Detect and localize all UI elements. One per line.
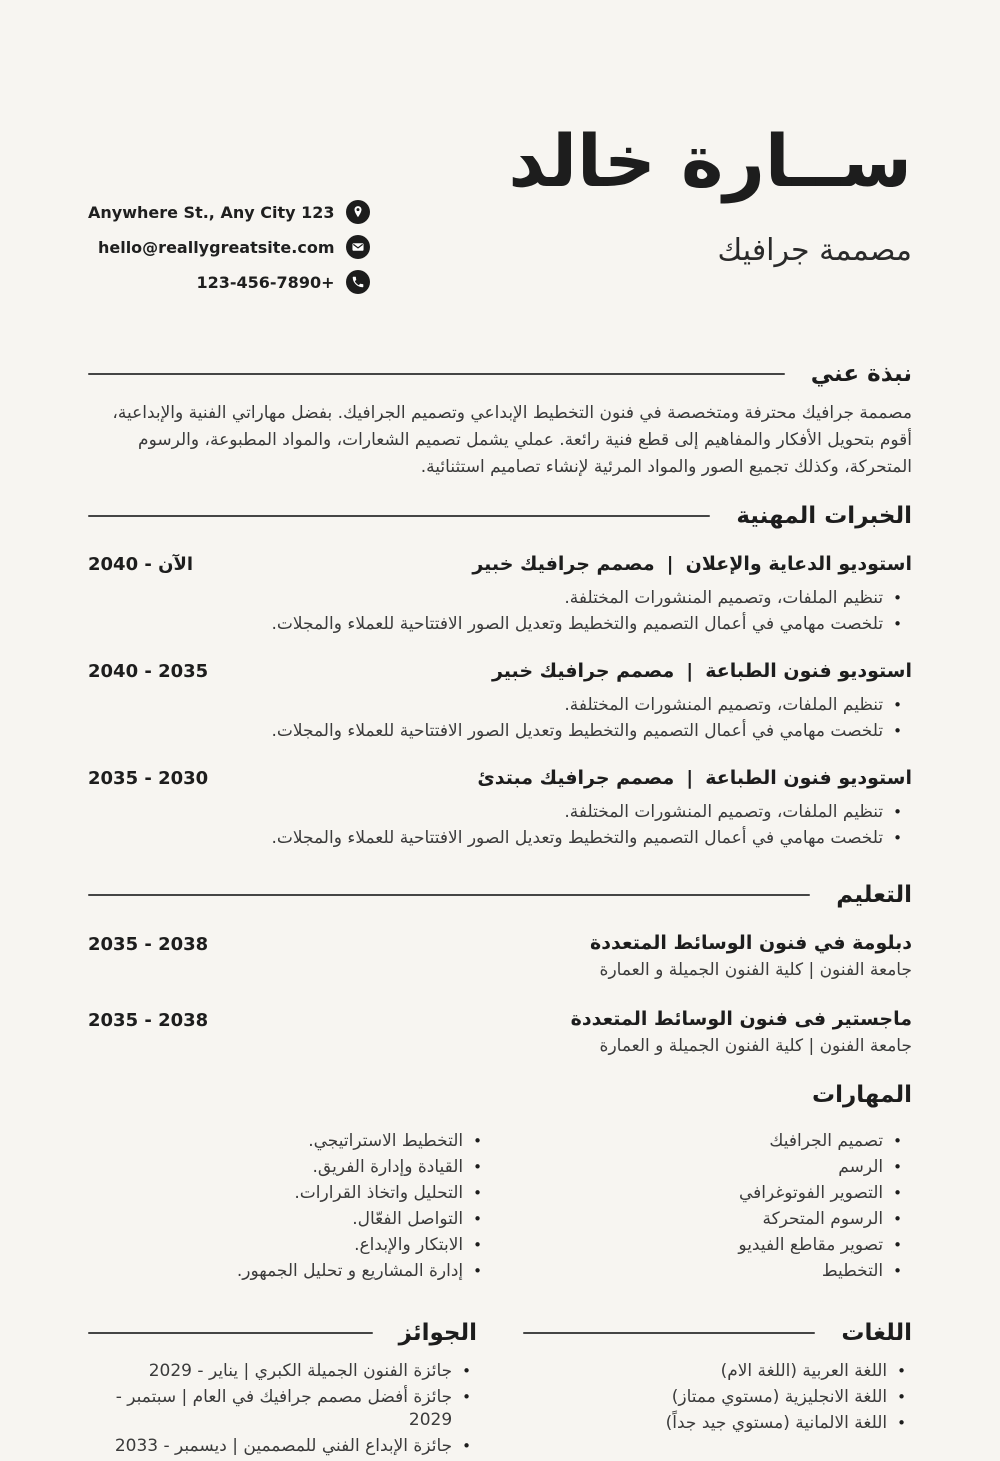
skill-item (88, 1130, 482, 1153)
job-title-line (492, 660, 912, 682)
job-entry (88, 767, 912, 850)
skills-column-primary (508, 1130, 912, 1286)
language-item (523, 1386, 906, 1409)
education-section (88, 882, 912, 1056)
skill-item (508, 1182, 902, 1205)
job-bullets (88, 587, 912, 636)
skills-heading: المهارات (812, 1082, 912, 1108)
skill-item (508, 1130, 902, 1153)
divider-line (523, 1332, 815, 1334)
contact-address-row (88, 200, 370, 224)
bottom-row (88, 1320, 912, 1461)
job-separator: | (666, 553, 674, 575)
education-period: 2035 - 2038 (88, 934, 209, 955)
divider-line (88, 373, 785, 375)
person-name: ســارة خالد (508, 119, 912, 203)
job-role: مصمم جرافيك خبير (491, 660, 675, 682)
skill-text: • التحليل واتخاذ القرارات. (294, 1183, 464, 1203)
job-header (88, 553, 912, 575)
skills-heading-row (88, 1082, 912, 1108)
bullet-item (88, 694, 902, 717)
bullet-text: • تلخصت مهامي في أعمال التصميم والتخطيط وتعديل الصور الافتتاحية للعملاء والمجلات. (271, 828, 884, 848)
education-main (571, 1008, 912, 1056)
skill-item (88, 1156, 482, 1179)
job-company: استوديو فنون الطباعة (705, 660, 912, 682)
language-text: • اللغة الانجليزية (مستوي ممتاز) (671, 1387, 888, 1407)
skill-text: • التواصل الفعّال. (352, 1209, 464, 1229)
job-period: 2040 - 2035 (88, 661, 209, 682)
awards-list (88, 1360, 477, 1458)
job-entry (88, 553, 912, 636)
job-separator: | (686, 767, 694, 789)
award-item (88, 1360, 471, 1383)
bullet-item (88, 587, 902, 610)
award-text: • جائزة الفنون الجميلة الكبري | يناير - 2029 (148, 1361, 453, 1381)
awards-heading-row (88, 1320, 477, 1346)
degree-title: دبلومة في فنون الوسائط المتعددة (590, 932, 912, 954)
divider-line (88, 894, 810, 896)
skill-text: • التخطيط الاستراتيجي. (308, 1131, 464, 1151)
name-block (508, 120, 912, 268)
award-text: • جائزة الإبداع الفني للمصممين | ديسمبر - 2033 (114, 1436, 453, 1456)
school-name: جامعة الفنون | كلية الفنون الجميلة و العمارة (599, 960, 912, 980)
skill-text: • التصوير الفوتوغرافي (738, 1183, 884, 1203)
job-bullets (88, 801, 912, 850)
bullet-text: • تنظيم الملفات، وتصميم المنشورات المختلفة. (564, 695, 884, 715)
skill-text: • تصوير مقاطع الفيديو (738, 1235, 884, 1255)
degree-title: ماجستير فى فنون الوسائط المتعددة (570, 1008, 912, 1030)
language-text: • اللغة العربية (اللغة الام) (720, 1361, 888, 1381)
skill-text: • الرسوم المتحركة (762, 1209, 884, 1229)
experience-heading: الخبرات المهنية (736, 503, 912, 529)
about-heading: نبذة عني (810, 361, 912, 387)
job-header (88, 660, 912, 682)
languages-list (523, 1360, 912, 1435)
education-entry (88, 1008, 912, 1056)
job-title-line (472, 553, 912, 575)
envelope-icon (346, 235, 370, 259)
address-text: Anywhere St., Any City 123 (88, 202, 335, 222)
job-company: استوديو الدعاية والإعلان (685, 553, 912, 575)
award-item (88, 1435, 471, 1458)
education-main (590, 932, 912, 980)
languages-heading-row (523, 1320, 912, 1346)
education-heading-row (88, 882, 912, 908)
skill-item (508, 1208, 902, 1231)
contact-block (88, 200, 370, 305)
school-name: جامعة الفنون | كلية الفنون الجميلة و العمارة (599, 1036, 912, 1056)
education-period: 2035 - 2038 (88, 1010, 209, 1031)
bullet-item (88, 613, 902, 636)
location-pin-icon (346, 200, 370, 224)
skill-item (88, 1260, 482, 1283)
bullet-text: • تلخصت مهامي في أعمال التصميم والتخطيط وتعديل الصور الافتتاحية للعملاء والمجلات. (271, 614, 884, 634)
bullet-text: • تنظيم الملفات، وتصميم المنشورات المختلفة. (564, 802, 884, 822)
person-job-title: مصممة جرافيك (717, 232, 912, 268)
award-item (88, 1386, 471, 1432)
about-text: مصممة جرافيك محترفة ومتخصصة في فنون التخطيط الإبداعي وتصميم الجرافيك. بفضل مهاراتي الفنية والإبداعية، أقوم بتحويل الأفكار والمفاهيم إلى قطع فنية رائعة. عملي يشمل تصميم الشعارات، والمواد المطبوعة، والرسوم المتحركة، وكذلك تجميع الصور والمواد المرئية لإنشاء تصاميم استثنائية. (112, 403, 912, 477)
language-item (523, 1412, 906, 1435)
skill-text: • التخطيط (821, 1261, 884, 1281)
skill-text: • الرسم (838, 1157, 884, 1177)
contact-phone-row (88, 270, 370, 294)
job-separator: | (686, 660, 694, 682)
phone-icon (346, 270, 370, 294)
about-section (88, 361, 912, 481)
job-period: 2035 - 2030 (88, 768, 209, 789)
bullet-text: • تنظيم الملفات، وتصميم المنشورات المختلفة. (564, 588, 884, 608)
experience-section (88, 503, 912, 850)
bullet-item (88, 801, 902, 824)
job-role: مصمم جرافيك مبتدئ (477, 767, 675, 789)
skill-text: • تصميم الجرافيك (769, 1131, 884, 1151)
phone-text: 123-456-7890+ (196, 272, 335, 292)
education-heading: التعليم (836, 882, 912, 908)
job-entry (88, 660, 912, 743)
skill-item (88, 1182, 482, 1205)
skills-section (88, 1082, 912, 1286)
job-period: الآن - 2040 (88, 554, 194, 575)
skill-item (88, 1234, 482, 1257)
job-company: استوديو فنون الطباعة (705, 767, 912, 789)
education-entry (88, 932, 912, 980)
header (88, 120, 912, 305)
bullet-item (88, 827, 902, 850)
awards-heading: الجوائز (398, 1320, 477, 1346)
job-header (88, 767, 912, 789)
skill-text: • الابتكار والإبداع. (354, 1235, 464, 1255)
contact-email-row (88, 235, 370, 259)
divider-line (88, 515, 710, 517)
award-text: • جائزة أفضل مصمم جرافيك في العام | سبتمبر - 2029 (115, 1387, 453, 1430)
skill-item (508, 1156, 902, 1179)
experience-heading-row (88, 503, 912, 529)
bullet-text: • تلخصت مهامي في أعمال التصميم والتخطيط وتعديل الصور الافتتاحية للعملاء والمجلات. (271, 721, 884, 741)
language-item (523, 1360, 906, 1383)
job-role: مصمم جرافيك خبير (472, 553, 655, 575)
skill-text: • القيادة وإدارة الفريق. (312, 1157, 464, 1177)
skill-text: • إدارة المشاريع و تحليل الجمهور. (236, 1261, 464, 1281)
languages-heading: اللغات (841, 1320, 912, 1346)
job-title-line (477, 767, 912, 789)
skills-column-secondary (88, 1130, 508, 1286)
languages-section (523, 1320, 912, 1461)
awards-section (88, 1320, 477, 1461)
job-bullets (88, 694, 912, 743)
skill-item (508, 1234, 902, 1257)
skill-item (508, 1260, 902, 1283)
language-text: • اللغة الالمانية (مستوي جيد جداً) (665, 1413, 888, 1433)
skills-grid (88, 1118, 912, 1286)
bullet-item (88, 720, 902, 743)
divider-line (88, 1332, 373, 1334)
email-text: hello@reallygreatsite.com (97, 237, 335, 257)
about-heading-row (88, 361, 912, 387)
skill-item (88, 1208, 482, 1231)
